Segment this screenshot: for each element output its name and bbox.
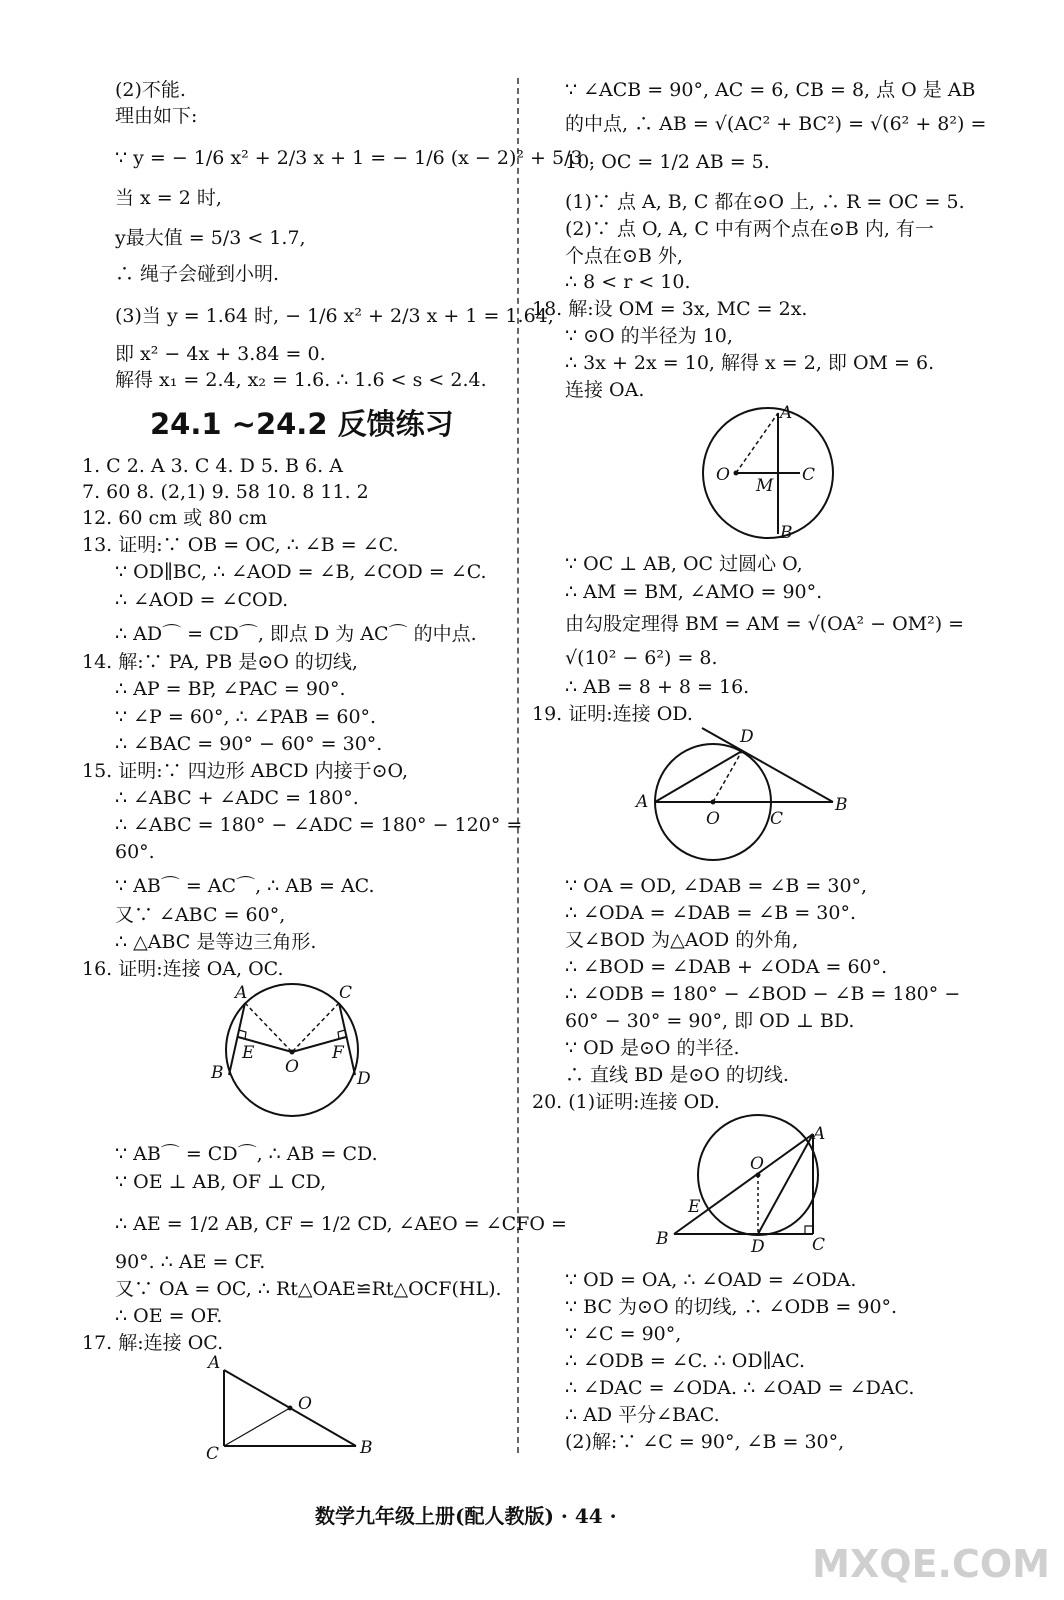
text-line: ∵ BC 为⊙O 的切线, ∴ ∠ODB = 90°.: [565, 1296, 898, 1318]
text-line: 又∠BOD 为△AOD 的外角,: [565, 929, 799, 951]
column-divider: [517, 78, 519, 1453]
text-line: 的中点, ∴ AB = √(AC² + BC²) = √(6² + 8²) =: [565, 113, 987, 135]
fig20-label-B: B: [656, 1229, 669, 1249]
text-line: √(10² − 6²) = 8.: [565, 647, 718, 669]
text-line: 7. 60 8. (2,1) 9. 58 10. 8 11. 2: [82, 481, 369, 503]
figure-19-tangent-line: [630, 722, 860, 867]
text-line: (2)不能.: [115, 79, 186, 101]
text-line: ∴ 8 < r < 10.: [565, 271, 691, 293]
text-line: (3)当 y = 1.64 时, − 1/6 x² + 2/3 x + 1 = 1.64,: [115, 305, 554, 327]
text-line: ∴ ∠ABC + ∠ADC = 180°.: [115, 787, 359, 809]
text-line: 又∵ ∠ABC = 60°,: [115, 904, 286, 926]
fig19-label-D: D: [740, 727, 754, 747]
text-line: ∴ ∠BAC = 90° − 60° = 30°.: [115, 733, 383, 755]
watermark-logo: MXQE.COM: [812, 1542, 1050, 1586]
text-line: ∵ OD 是⊙O 的半径.: [565, 1037, 740, 1059]
figure-20-circle-triangle: [650, 1112, 830, 1257]
fig18-label-O: O: [716, 465, 730, 485]
fig20-label-E: E: [688, 1197, 701, 1217]
fig16-label-E: E: [242, 1043, 255, 1063]
figure-16-circle-chords: [205, 980, 385, 1125]
text-line: ∴ 绳子会碰到小明.: [115, 263, 280, 285]
fig19-label-B: B: [835, 795, 848, 815]
text-line: ∴ ∠ODA = ∠DAB = ∠B = 30°.: [565, 902, 857, 924]
text-line: 19. 证明:连接 OD.: [532, 703, 693, 725]
fig16-label-O: O: [285, 1057, 299, 1077]
page-footer: 数学九年级上册(配人教版) · 44 ·: [315, 1504, 617, 1528]
fig17-label-C: C: [206, 1444, 220, 1464]
text-line: (2)∵ 点 O, A, C 中有两个点在⊙B 内, 有一: [565, 218, 934, 240]
text-line: ∵ ⊙O 的半径为 10,: [565, 325, 733, 347]
text-line: ∴ AE = 1/2 AB, CF = 1/2 CD, ∠AEO = ∠CFO =: [115, 1213, 567, 1235]
text-line: 解得 x₁ = 2.4, x₂ = 1.6. ∴ 1.6 < s < 2.4.: [115, 369, 487, 391]
fig16-label-F: F: [332, 1043, 344, 1063]
text-line: 个点在⊙B 外,: [565, 245, 683, 267]
text-line: 1. C 2. A 3. C 4. D 5. B 6. A: [82, 455, 343, 477]
text-line: ∴ OE = OF.: [115, 1305, 223, 1327]
text-line: 14. 解:∵ PA, PB 是⊙O 的切线,: [82, 651, 358, 673]
text-line: ∴ ∠ODB = 180° − ∠BOD − ∠B = 180° −: [565, 983, 961, 1005]
fig18-label-M: M: [756, 476, 774, 496]
text-line: ∵ OD∥BC, ∴ ∠AOD = ∠B, ∠COD = ∠C.: [115, 561, 487, 583]
fig16-label-C: C: [339, 983, 353, 1003]
text-line: ∴ AD 平分∠BAC.: [565, 1404, 720, 1426]
text-line: ∴ ∠BOD = ∠DAB + ∠ODA = 60°.: [565, 956, 888, 978]
fig18-label-A: A: [780, 403, 793, 423]
fig17-label-A: A: [208, 1353, 221, 1373]
text-line: 理由如下:: [115, 105, 198, 127]
fig16-label-D: D: [357, 1069, 371, 1089]
text-line: 17. 解:连接 OC.: [82, 1332, 224, 1354]
text-line: ∵ AB⌒ = CD⌒, ∴ AB = CD.: [115, 1143, 378, 1165]
fig16-label-B: B: [211, 1063, 224, 1083]
text-line: ∴ ∠ODB = ∠C. ∴ OD∥AC.: [565, 1350, 806, 1372]
text-line: ∴ AB = 8 + 8 = 16.: [565, 676, 750, 698]
text-line: ∵ y = − 1/6 x² + 2/3 x + 1 = − 1/6 (x − 2)² + 5/3 .: [115, 147, 595, 169]
text-line: 13. 证明:∵ OB = OC, ∴ ∠B = ∠C.: [82, 534, 399, 556]
text-line: ∵ ∠ACB = 90°, AC = 6, CB = 8, 点 O 是 AB: [565, 79, 976, 101]
text-line: ∴ AD⌒ = CD⌒, 即点 D 为 AC⌒ 的中点.: [115, 623, 477, 645]
fig18-label-C: C: [802, 465, 816, 485]
section-title: 24.1 ~24.2 反馈练习: [150, 407, 454, 441]
text-line: 即 x² − 4x + 3.84 = 0.: [115, 343, 326, 365]
fig20-label-D: D: [751, 1237, 765, 1257]
text-line: 当 x = 2 时,: [115, 187, 222, 209]
text-line: ∴ ∠ABC = 180° − ∠ADC = 180° − 120° =: [115, 814, 523, 836]
text-line: y最大值 = 5/3 < 1.7,: [115, 227, 306, 249]
fig20-label-A: A: [813, 1124, 826, 1144]
text-line: ∴ ∠AOD = ∠COD.: [115, 589, 289, 611]
fig19-label-A: A: [636, 792, 649, 812]
text-line: 12. 60 cm 或 80 cm: [82, 507, 268, 529]
text-line: ∵ ∠C = 90°,: [565, 1323, 682, 1345]
text-line: 16. 证明:连接 OA, OC.: [82, 958, 284, 980]
text-line: ∴ △ABC 是等边三角形.: [115, 931, 317, 953]
text-line: 18. 解:设 OM = 3x, MC = 2x.: [532, 298, 808, 320]
figure-18-circle-chord: [700, 398, 840, 548]
text-line: ∴ 3x + 2x = 10, 解得 x = 2, 即 OM = 6.: [565, 352, 935, 374]
text-line: 15. 证明:∵ 四边形 ABCD 内接于⊙O,: [82, 760, 409, 782]
text-line: 60°.: [115, 841, 155, 863]
text-line: 连接 OA.: [565, 379, 645, 401]
fig18-label-B: B: [780, 523, 793, 543]
text-line: ∵ OD = OA, ∴ ∠OAD = ∠ODA.: [565, 1269, 857, 1291]
figure-17-right-triangle: [200, 1352, 385, 1467]
text-line: 20. (1)证明:连接 OD.: [532, 1091, 720, 1113]
fig19-label-C: C: [770, 809, 784, 829]
text-line: (1)∵ 点 A, B, C 都在⊙O 上, ∴ R = OC = 5.: [565, 191, 965, 213]
fig20-label-C: C: [812, 1235, 826, 1255]
text-line: 由勾股定理得 BM = AM = √(OA² − OM²) =: [565, 613, 965, 635]
text-line: ∵ ∠P = 60°, ∴ ∠PAB = 60°.: [115, 706, 377, 728]
text-line: 10, OC = 1/2 AB = 5.: [565, 151, 770, 173]
text-line: ∴ ∠DAC = ∠ODA. ∴ ∠OAD = ∠DAC.: [565, 1377, 915, 1399]
fig17-label-O: O: [298, 1394, 312, 1414]
fig20-label-O: O: [750, 1154, 764, 1174]
text-line: ∴ AM = BM, ∠AMO = 90°.: [565, 581, 823, 603]
text-line: ∴ 直线 BD 是⊙O 的切线.: [565, 1064, 789, 1086]
text-line: ∴ AP = BP, ∠PAC = 90°.: [115, 678, 346, 700]
fig16-label-A: A: [235, 983, 248, 1003]
text-line: 90°. ∴ AE = CF.: [115, 1251, 266, 1273]
fig19-label-O: O: [706, 809, 720, 829]
text-line: (2)解:∵ ∠C = 90°, ∠B = 30°,: [565, 1431, 845, 1453]
fig17-label-B: B: [360, 1438, 373, 1458]
text-line: 又∵ OA = OC, ∴ Rt△OAE≌Rt△OCF(HL).: [115, 1278, 502, 1300]
text-line: ∵ AB⌒ = AC⌒, ∴ AB = AC.: [115, 875, 375, 897]
text-line: 60° − 30° = 90°, 即 OD ⊥ BD.: [565, 1010, 855, 1032]
text-line: ∵ OC ⊥ AB, OC 过圆心 O,: [565, 553, 803, 575]
text-line: ∵ OA = OD, ∠DAB = ∠B = 30°,: [565, 875, 868, 897]
text-line: ∵ OE ⊥ AB, OF ⊥ CD,: [115, 1171, 327, 1193]
